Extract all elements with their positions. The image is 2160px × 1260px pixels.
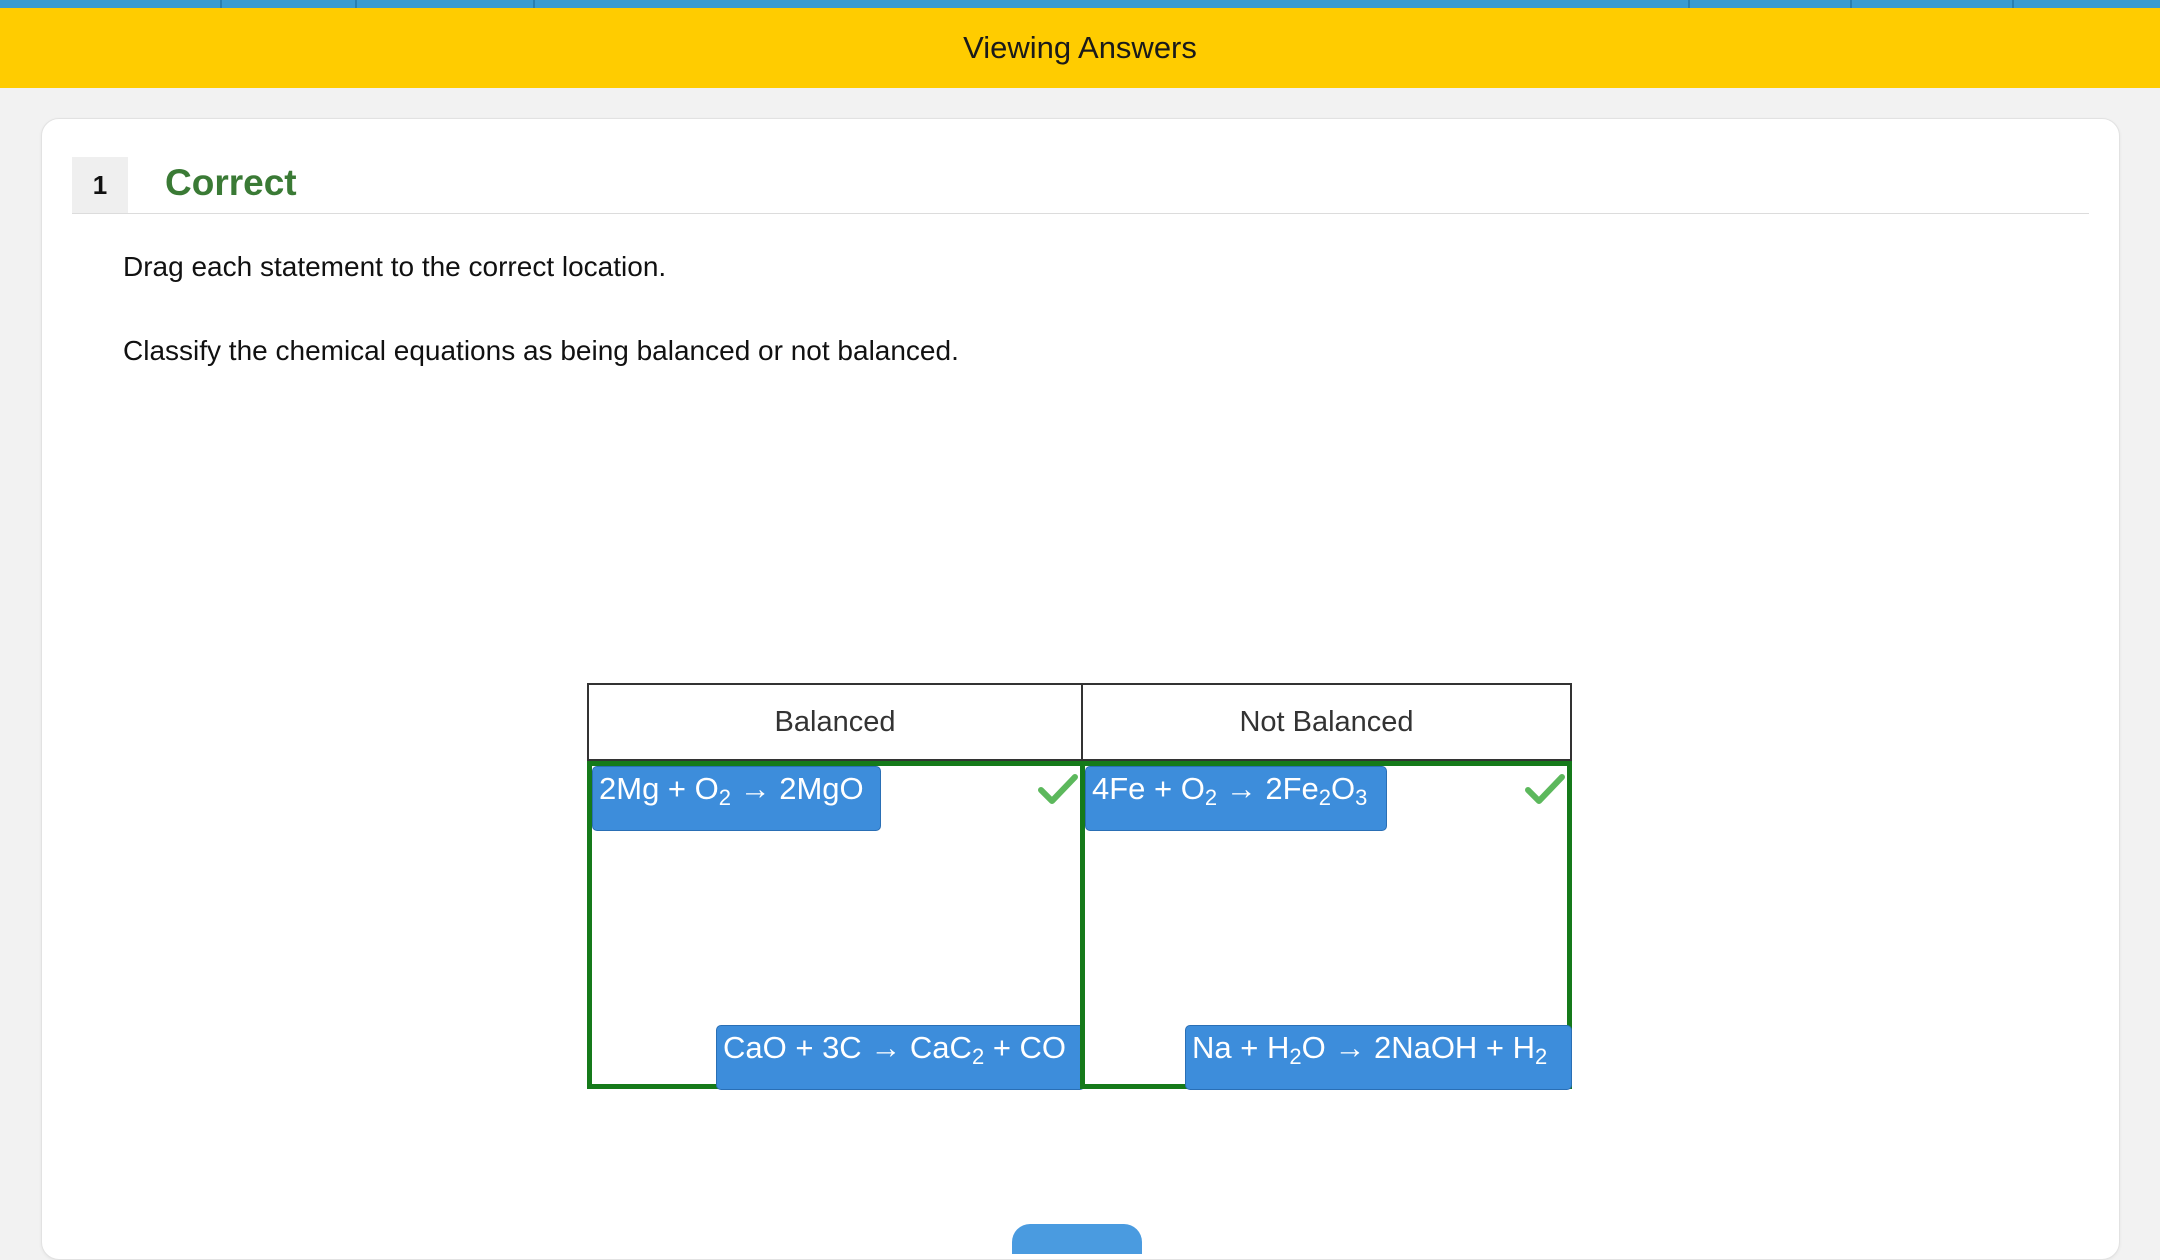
top-strip-divider [533, 0, 535, 8]
column-label-not-balanced: Not Balanced [1239, 705, 1414, 738]
equation-chip[interactable] [1085, 766, 1387, 831]
chip-subscript: 2 [1204, 785, 1218, 810]
question-number: 1 [72, 157, 128, 213]
question-header [72, 157, 2089, 214]
top-strip-divider [1850, 0, 1852, 8]
chip-subscript: 3 [1355, 785, 1368, 810]
top-strip-divider [220, 0, 222, 8]
top-strip-divider [2012, 0, 2014, 8]
check-icon [1525, 772, 1565, 806]
chip-text: + CO [984, 1030, 1067, 1065]
equation-chip[interactable] [1185, 1025, 1572, 1090]
equation-chip[interactable] [716, 1025, 1085, 1090]
chip-text: 4Fe + O [1092, 771, 1205, 806]
question-card [41, 118, 2120, 1260]
chip-subscript: 2 [1289, 1044, 1302, 1069]
instruction-classify: Classify the chemical equations as being balanced or not balanced. [123, 335, 959, 366]
banner-title: Viewing Answers [963, 30, 1197, 65]
chip-text: O [1331, 771, 1356, 806]
equation-chip[interactable] [592, 766, 881, 831]
chip-subscript: 2 [718, 785, 731, 810]
drop-zone-not-balanced[interactable] [1080, 761, 1572, 1089]
chip-text: Na + H [1192, 1030, 1290, 1065]
chip-subscript: 2 [971, 1044, 985, 1069]
column-label-balanced: Balanced [774, 705, 896, 738]
check-icon [1038, 772, 1078, 806]
top-strip [0, 0, 2160, 8]
question-status: Correct [165, 162, 297, 203]
chip-subscript: 2 [1318, 785, 1332, 810]
top-strip-divider [1688, 0, 1690, 8]
chip-text: → 2MgO [731, 771, 864, 806]
chip-text: 2Mg + O [599, 771, 719, 806]
column-header-balanced [587, 683, 1083, 761]
chip-text: CaO + 3C → CaC [723, 1030, 972, 1065]
classification-table [587, 683, 1572, 1089]
viewing-answers-banner [0, 8, 2160, 88]
bottom-button[interactable] [1012, 1224, 1142, 1254]
column-header-not-balanced [1081, 683, 1572, 761]
chip-text: → 2Fe [1217, 771, 1319, 806]
drop-zone-balanced[interactable] [587, 761, 1085, 1089]
top-strip-divider [355, 0, 357, 8]
chip-subscript: 2 [1535, 1044, 1548, 1069]
instruction-drag: Drag each statement to the correct location. [123, 251, 667, 282]
chip-text: O → 2NaOH + H [1301, 1030, 1536, 1065]
